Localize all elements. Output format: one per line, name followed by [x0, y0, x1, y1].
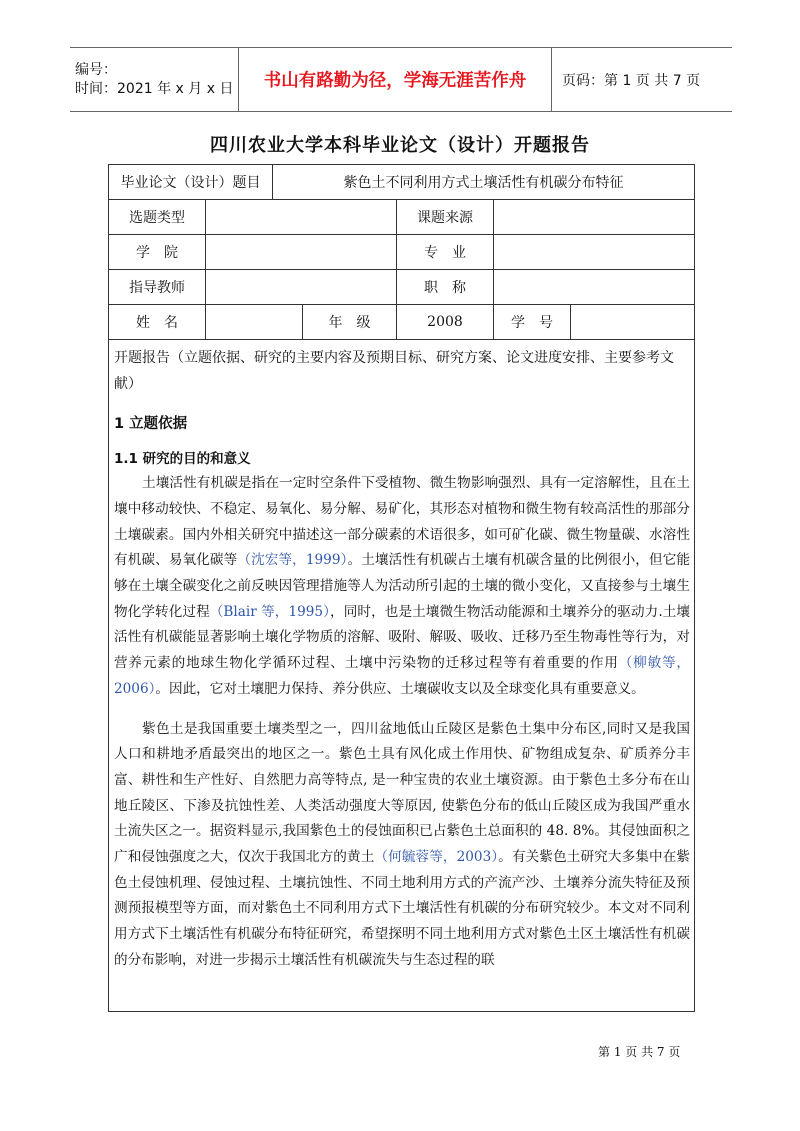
row-college: [109, 235, 694, 270]
header-meta: [70, 48, 238, 111]
report-body: [109, 340, 694, 974]
document-title: 四川农业大学本科毕业论文（设计）开题报告: [210, 135, 590, 156]
row-topic: [109, 200, 694, 235]
citation: （柳敏等，2006）: [114, 655, 691, 697]
student-id-value: [571, 305, 694, 339]
rank-value: [494, 270, 694, 304]
section-heading-1-1: 1.1 研究的目的和意义: [114, 451, 251, 468]
student-id-label: 学 号: [494, 305, 571, 339]
report-form: [108, 164, 695, 1012]
advisor-label: 指导教师: [109, 270, 206, 304]
citation: （沈宏等，1999）: [237, 552, 348, 569]
paragraph-text: ，同时，也是土壤微生物活动能源和土壤养分的驱动力.土壤活性有机碳能显著影响土壤化学物质的溶解、吸附、解吸、吸收、迁移乃至生物毒性等行为，对营养元素的地球生物化学循环过程、土壤中污染物的迁移过程等有着重要的作用: [114, 603, 691, 672]
rank-label: 职 称: [397, 270, 494, 304]
paragraph-2: [114, 717, 690, 974]
paragraph-1: [114, 471, 690, 702]
row-student: [109, 305, 694, 340]
paragraph-text: 土壤活性有机碳是指在一定时空条件下受植物、微生物影响强烈、具有一定溶解性，且在土壤中移动较快、不稳定、易氧化、易分解、易矿化，其形态对植物和微生物有较高活性的那部分土壤碳素。国内外相关研究中描述这一部分碳素的术语很多，如可矿化碳、微生物量碳、水溶性有机碳、易氧化碳等: [114, 475, 690, 569]
citation: （Blair 等，1995）: [209, 603, 331, 620]
major-label: 专 业: [397, 235, 494, 269]
thesis-title-value: 紫色土不同利用方式土壤活性有机碳分布特征: [343, 175, 624, 191]
paragraph-text: 。有关紫色土研究大多集中在紫色土侵蚀机理、侵蚀过程、土壤抗蚀性、不同土地利用方式的产流产沙、土壤养分流失特征及预测预报模型等方面，而对紫色土不同利用方式下土壤活性有机碳的分布研究较少。本文对不同利用方式下土壤活性有机碳分布特征研究，希望探明不同土地利用方式对紫色土区土壤活性有机碳的分布影响，对进一步揭示土壤活性有机碳流失与生态过程的联: [114, 849, 691, 968]
paragraph-text: 。因此，它对土壤肥力保持、养分供应、土壤碳收支以及全球变化具有重要意义。: [155, 680, 645, 697]
report-intro: 开题报告（立题依据、研究的主要内容及预期目标、研究方案、论文进度安排、主要参考文献）: [114, 350, 674, 392]
topic-type-value: [206, 200, 397, 234]
college-value: [206, 235, 397, 269]
citation: （何毓蓉等，2003）: [374, 849, 499, 866]
page-footer: 第 1 页 共 7 页: [598, 1045, 681, 1059]
topic-type-label: 选题类型: [109, 200, 206, 234]
paragraph-text: 紫色土是我国重要土壤类型之一，四川盆地低山丘陵区是紫色土集中分布区,同时又是我国人口和耕地矛盾最突出的地区之一。紫色土具有风化成土作用快、矿物组成复杂、矿质养分丰富、耕性和生产性好、自然肥力高等特点, 是一种宝贵的农业土壤资源。由于紫色土多分布在山地丘陵区、下渗及抗蚀性差、人类活动强度大等原因, 使紫色分布的低山丘陵区成为我国严重水土流失区之一。据资料显示,我国紫色土的侵蚀面积已占紫色土总面积的 48. 8%。其侵蚀面积之广和侵蚀强度之大，仅次于我国北方的黄土: [114, 720, 690, 866]
header-page: [552, 48, 732, 111]
name-label: 姓 名: [109, 305, 206, 339]
major-value: [494, 235, 694, 269]
page-header: [70, 47, 732, 112]
grade-value: 2008: [397, 305, 494, 339]
number-label: 编号：: [75, 61, 117, 78]
row-thesis-title: [109, 165, 694, 200]
header-motto: [238, 48, 552, 111]
topic-source-label: 课题来源: [397, 200, 494, 234]
college-label: 学 院: [109, 235, 206, 269]
grade-label: 年 级: [303, 305, 397, 339]
section-heading-1: 1 立题依据: [114, 416, 188, 433]
topic-source-value: [494, 200, 694, 234]
time-label: 时间：2021 年 x 月 x 日: [75, 80, 234, 97]
page-label: 页码：第 1 页 共 7 页: [562, 72, 701, 89]
advisor-value: [206, 270, 397, 304]
paragraph-text: 。土壤活性有机碳占土壤有机碳含量的比例很小，但它能够在土壤全碳变化之前反映因管理措施等人为活动所引起的土壤的微小变化，又直接参与土壤生物化学转化过程: [114, 552, 691, 620]
thesis-title-label: 毕业论文（设计）题目: [109, 165, 273, 199]
motto-text: 书山有路勤为径，学海无涯苦作舟: [263, 71, 527, 91]
name-value: [206, 305, 303, 339]
row-advisor: [109, 270, 694, 305]
